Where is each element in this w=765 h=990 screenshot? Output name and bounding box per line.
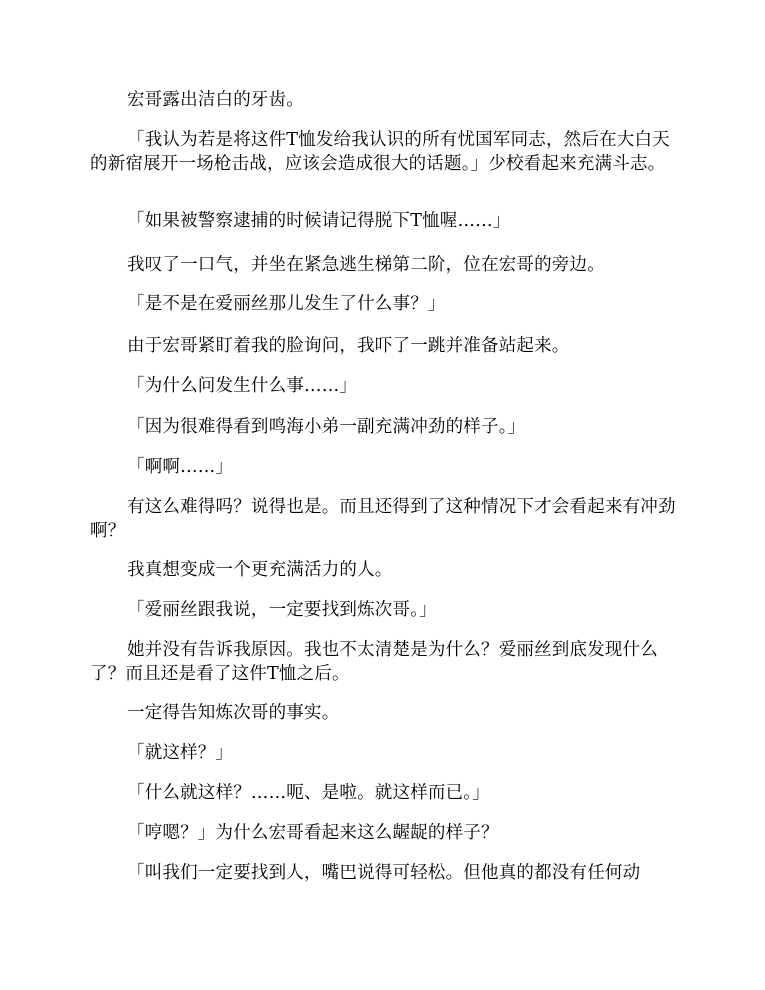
paragraph-8: 「因为很难得看到鸣海小弟一副充满冲劲的样子。」 (127, 417, 526, 437)
paragraph-4: 我叹了一口气，并坐在紧急逃生梯第二阶，位在宏哥的旁边。 (127, 255, 605, 275)
paragraph-1: 宏哥露出洁白的牙齿。 (127, 90, 304, 110)
paragraph-10: 有这么难得吗？说得也是。而且还得到了这种情况下才会看起来有冲劲啊？ (90, 497, 676, 541)
paragraph-5: 「是不是在爱丽丝那儿发生了什么事？」 (127, 294, 446, 314)
paragraph-9: 「啊啊……」 (127, 457, 234, 477)
paragraph-7: 「为什么问发生什么事……」 (127, 376, 358, 396)
paragraph-18: 「叫我们一定要找到人，嘴巴说得可轻松。但他真的都没有任何动 (127, 863, 641, 883)
paragraph-15: 「就这样？」 (127, 743, 234, 763)
paragraph-12: 「爱丽丝跟我说，一定要找到炼次哥。」 (127, 600, 437, 620)
paragraph-17: 「哼嗯？」为什么宏哥看起来这么龌龊的样子？ (127, 823, 499, 843)
paragraph-16: 「什么就这样？……呃、是啦。就这样而已。」 (127, 783, 490, 803)
paragraph-11: 我真想变成一个更充满活力的人。 (127, 560, 393, 580)
paragraph-3: 「如果被警察逮捕的时候请记得脱下T恤喔……」 (127, 211, 511, 231)
paragraph-14: 一定得告知炼次哥的事实。 (127, 703, 340, 723)
paragraph-13: 她并没有告诉我原因。我也不太清楚是为什么？爱丽丝到底发现什么了？而且还是看了这件T恤之后。 (90, 640, 658, 684)
paragraph-2: 「我认为若是将这件T恤发给我认识的所有忧国军同志，然后在大白天的新宿展开一场枪击战，应该会造成很大的话题。」少校看起来充满斗志。 (90, 130, 670, 174)
paragraph-6: 由于宏哥紧盯着我的脸询问，我吓了一跳并准备站起来。 (127, 336, 570, 356)
